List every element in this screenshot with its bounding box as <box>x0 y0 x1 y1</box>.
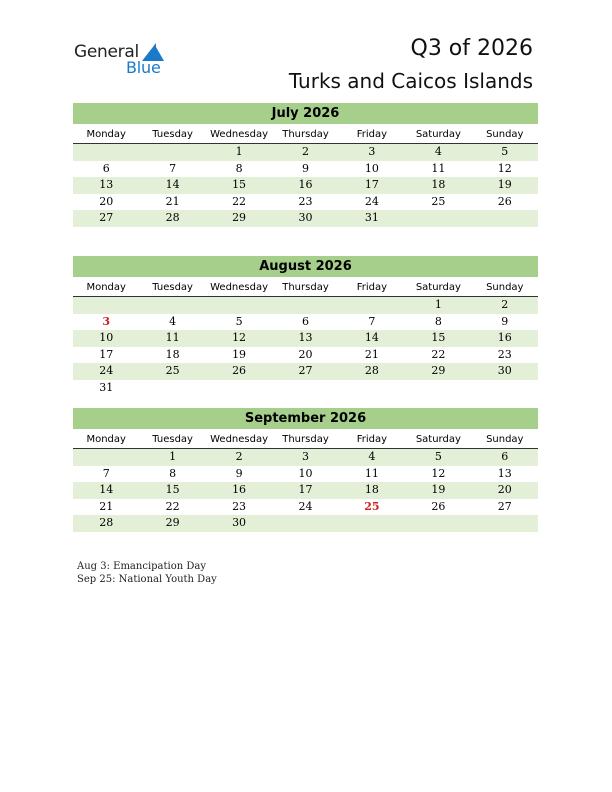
weekday-label: Friday <box>356 282 388 293</box>
weekday-label: Saturday <box>415 434 461 445</box>
empty-day-cell <box>472 210 538 227</box>
day-cell: 17 <box>99 347 114 361</box>
day-cell: 19 <box>431 483 446 496</box>
week-row <box>73 314 538 331</box>
week-row <box>73 449 538 466</box>
day-cell: 13 <box>298 331 313 344</box>
day-cell: 9 <box>501 314 509 328</box>
weekday-label: Thursday <box>282 282 329 293</box>
day-cell: 12 <box>431 466 446 480</box>
holiday-note: Aug 3: Emancipation Day <box>77 561 206 572</box>
day-cell: 8 <box>169 466 177 480</box>
day-cell: 16 <box>298 178 313 191</box>
day-cell: 13 <box>99 178 114 191</box>
weekday-label: Sunday <box>486 129 524 140</box>
day-cell: 4 <box>368 450 376 463</box>
week-row <box>73 380 538 397</box>
day-cell: 24 <box>99 364 114 377</box>
day-cell: 30 <box>497 364 512 377</box>
day-cell: 6 <box>102 161 110 175</box>
weekday-label: Tuesday <box>152 434 193 445</box>
day-cell: 1 <box>169 450 177 463</box>
weekday-label: Wednesday <box>210 129 269 140</box>
weekday-label: Sunday <box>486 434 524 445</box>
weekday-label: Wednesday <box>210 282 269 293</box>
day-cell: 5 <box>434 450 442 463</box>
day-cell: 22 <box>431 347 446 361</box>
empty-day-cell <box>405 515 471 532</box>
week-row <box>73 161 538 178</box>
empty-day-cell <box>472 380 538 397</box>
day-cell: 26 <box>232 364 247 377</box>
empty-day-cell <box>73 449 139 466</box>
logo-blue-text: Blue <box>126 58 161 77</box>
week-row <box>73 499 538 516</box>
month-august <box>73 256 538 396</box>
day-cell: 2 <box>301 145 309 158</box>
day-cell: 19 <box>497 178 512 191</box>
week-row <box>73 515 538 532</box>
page-title: Q3 of 2026 <box>410 36 533 61</box>
empty-day-cell <box>139 144 205 161</box>
day-cell: 4 <box>434 145 442 158</box>
day-cell: 6 <box>301 314 309 328</box>
day-cell: 15 <box>165 483 180 496</box>
day-cell: 5 <box>235 314 243 328</box>
weekday-label: Thursday <box>282 434 329 445</box>
week-row <box>73 482 538 499</box>
day-cell: 6 <box>501 450 509 463</box>
day-cell: 8 <box>235 161 243 175</box>
day-cell: 9 <box>235 466 243 480</box>
day-cell: 27 <box>497 499 512 513</box>
day-cell: 10 <box>364 161 379 175</box>
week-row <box>73 363 538 380</box>
month-title: July 2026 <box>73 103 538 124</box>
day-cell: 1 <box>434 298 442 311</box>
weekday-label: Monday <box>86 129 126 140</box>
day-cell: 10 <box>298 466 313 480</box>
holiday-notes <box>77 560 217 586</box>
week-row <box>73 297 538 314</box>
day-cell: 18 <box>364 483 379 496</box>
day-cell: 27 <box>298 364 313 377</box>
week-rows <box>73 144 538 227</box>
day-cell: 28 <box>165 211 180 224</box>
empty-day-cell <box>206 380 272 397</box>
empty-day-cell <box>139 297 205 314</box>
day-cell: 29 <box>165 516 180 529</box>
week-row <box>73 466 538 483</box>
day-cell: 30 <box>298 211 313 224</box>
weekday-label: Monday <box>86 434 126 445</box>
day-cell: 25 <box>165 364 180 377</box>
day-cell: 14 <box>165 178 180 191</box>
page-subtitle: Turks and Caicos Islands <box>288 69 533 93</box>
week-row <box>73 177 538 194</box>
day-cell: 21 <box>99 499 114 513</box>
weekday-label: Saturday <box>415 129 461 140</box>
day-cell: 16 <box>497 331 512 344</box>
day-cell: 8 <box>434 314 442 328</box>
month-title: September 2026 <box>73 408 538 429</box>
day-cell: 24 <box>364 194 379 208</box>
day-cell: 14 <box>99 483 114 496</box>
empty-day-cell <box>339 515 405 532</box>
day-cell: 26 <box>497 194 512 208</box>
day-cell: 7 <box>102 466 110 480</box>
empty-day-cell <box>472 515 538 532</box>
day-cell: 11 <box>364 466 379 480</box>
day-cell: 31 <box>99 380 114 394</box>
logo-general-text: General <box>74 42 139 62</box>
day-cell: 16 <box>232 483 247 496</box>
day-cell: 17 <box>364 178 379 191</box>
day-cell: 27 <box>99 211 114 224</box>
day-cell: 14 <box>364 331 379 344</box>
empty-day-cell <box>73 297 139 314</box>
empty-day-cell <box>339 297 405 314</box>
day-cell: 7 <box>368 314 376 328</box>
empty-day-cell <box>272 515 338 532</box>
day-cell: 13 <box>497 466 512 480</box>
day-cell: 31 <box>364 211 379 224</box>
day-cell: 1 <box>235 145 243 158</box>
day-cell: 9 <box>301 161 309 175</box>
week-rows <box>73 297 538 396</box>
day-cell: 23 <box>298 194 313 208</box>
day-cell: 12 <box>497 161 512 175</box>
day-cell: 19 <box>232 347 247 361</box>
day-cell: 22 <box>232 194 247 208</box>
week-rows <box>73 449 538 532</box>
week-row <box>73 144 538 161</box>
week-row <box>73 330 538 347</box>
day-cell: 5 <box>501 145 509 158</box>
empty-day-cell <box>339 380 405 397</box>
week-row <box>73 194 538 211</box>
weekday-label: Friday <box>356 434 388 445</box>
day-cell: 29 <box>431 364 446 377</box>
empty-day-cell <box>206 297 272 314</box>
day-cell: 23 <box>232 499 247 513</box>
day-cell: 2 <box>501 298 509 311</box>
day-cell: 20 <box>298 347 313 361</box>
empty-day-cell <box>405 380 471 397</box>
weekday-label: Wednesday <box>210 434 269 445</box>
empty-day-cell <box>405 210 471 227</box>
weekday-label: Thursday <box>282 129 329 140</box>
day-cell: 10 <box>99 331 114 344</box>
day-cell: 18 <box>165 347 180 361</box>
day-cell: 11 <box>431 161 446 175</box>
day-cell: 21 <box>364 347 379 361</box>
day-cell: 23 <box>497 347 512 361</box>
holiday-day-cell: 25 <box>364 499 380 513</box>
day-cell: 7 <box>169 161 177 175</box>
month-july <box>73 103 538 227</box>
holiday-note: Sep 25: National Youth Day <box>77 574 217 585</box>
day-cell: 15 <box>232 178 247 191</box>
weekday-label: Saturday <box>415 282 461 293</box>
empty-day-cell <box>272 297 338 314</box>
day-cell: 4 <box>169 314 177 328</box>
weekday-label: Sunday <box>486 282 524 293</box>
day-cell: 29 <box>232 211 247 224</box>
day-cell: 28 <box>99 516 114 529</box>
day-cell: 17 <box>298 483 313 496</box>
week-row <box>73 210 538 227</box>
weekday-label: Monday <box>86 282 126 293</box>
day-cell: 12 <box>232 331 247 344</box>
empty-day-cell <box>139 380 205 397</box>
day-cell: 3 <box>368 145 376 158</box>
day-cell: 20 <box>497 483 512 496</box>
day-cell: 21 <box>165 194 180 208</box>
weekday-header-row <box>73 279 538 297</box>
day-cell: 26 <box>431 499 446 513</box>
weekday-label: Tuesday <box>152 129 193 140</box>
weekday-header-row <box>73 431 538 449</box>
weekday-label: Tuesday <box>152 282 193 293</box>
empty-day-cell <box>73 144 139 161</box>
month-title: August 2026 <box>73 256 538 277</box>
day-cell: 22 <box>165 499 180 513</box>
day-cell: 18 <box>431 178 446 191</box>
day-cell: 25 <box>431 194 446 208</box>
month-september <box>73 408 538 532</box>
day-cell: 3 <box>301 450 309 463</box>
empty-day-cell <box>272 380 338 397</box>
day-cell: 11 <box>165 331 180 344</box>
day-cell: 28 <box>364 364 379 377</box>
day-cell: 24 <box>298 499 313 513</box>
week-row <box>73 347 538 364</box>
day-cell: 2 <box>235 450 243 463</box>
day-cell: 30 <box>232 516 247 529</box>
logo <box>74 42 174 78</box>
holiday-day-cell: 3 <box>102 314 111 328</box>
weekday-label: Friday <box>356 129 388 140</box>
day-cell: 15 <box>431 331 446 344</box>
weekday-header-row <box>73 126 538 144</box>
day-cell: 20 <box>99 194 114 208</box>
